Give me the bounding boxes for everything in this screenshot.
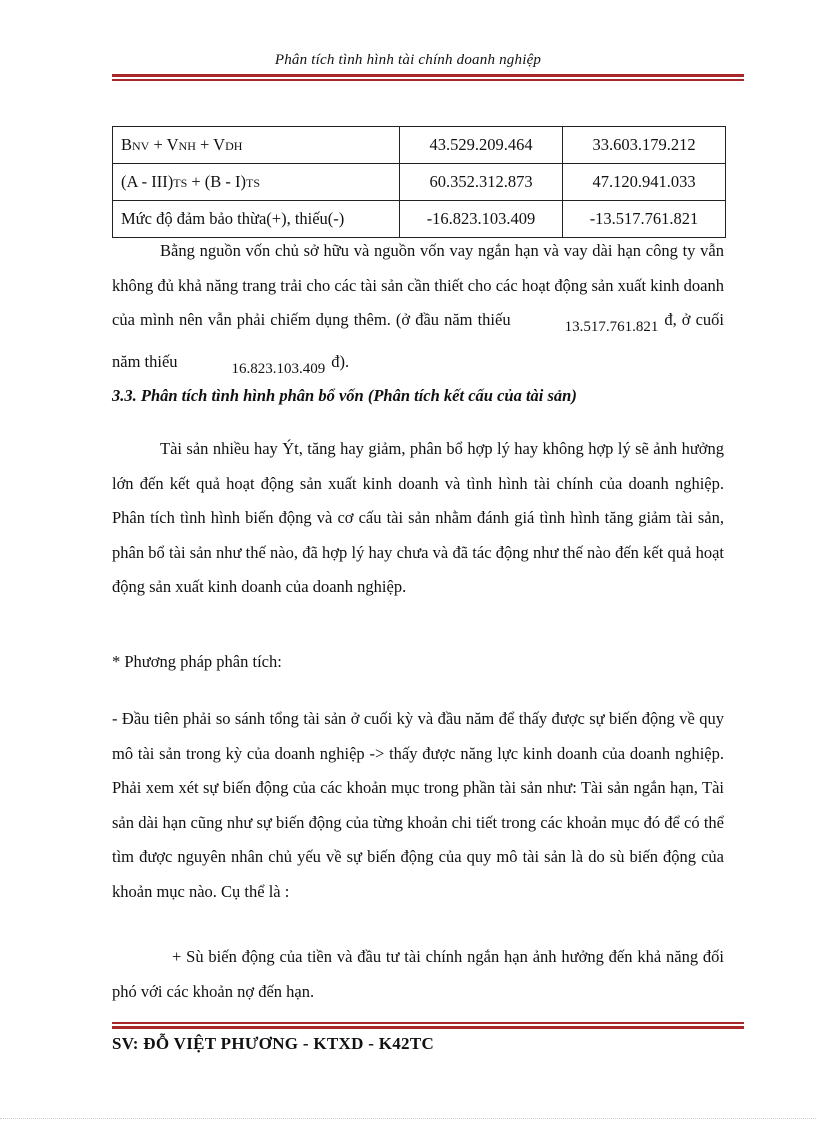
shortfall-end-year: 16.823.103.409	[231, 360, 326, 377]
table-row	[113, 164, 726, 201]
paragraph-funding-shortfall	[112, 234, 724, 386]
footer-rule	[112, 1022, 744, 1030]
section-heading: 3.3. Phân tích tình hình phân bổ vốn (Phân tích kết cấu của tài sản)	[112, 386, 577, 405]
start-year-value: -13.517.761.821	[563, 201, 726, 238]
para1-text-c: đ).	[331, 351, 350, 371]
para1-text-b: đ, ở cuối năm thiếu	[112, 310, 725, 371]
row-label: (A - III)TS + (B - I)TS	[113, 164, 400, 201]
table-row	[113, 127, 726, 164]
footer-student-info: SV: ĐỖ VIỆT PHƯƠNG - KTXD - K42TC	[112, 1034, 435, 1053]
header-rule	[112, 74, 744, 82]
end-year-value: -16.823.103.409	[400, 201, 563, 238]
start-year-value: 47.120.941.033	[563, 164, 726, 201]
page-edge-divider	[0, 1118, 816, 1119]
method-label: * Phương pháp phân tích:	[112, 652, 282, 671]
funding-table	[112, 126, 726, 238]
row-label: Mức độ đảm bảo thừa(+), thiếu(-)	[113, 201, 400, 238]
table-row	[113, 201, 726, 238]
shortfall-start-year: 13.517.761.821	[564, 319, 659, 335]
end-year-value: 43.529.209.464	[400, 127, 563, 164]
page-header-title: Phân tích tình hình tài chính doanh nghiệp	[274, 52, 542, 68]
paragraph-method-detail: - Đầu tiên phải so sánh tổng tài sản ở cuối kỳ và đầu năm để thấy được sự biến động về quy mô tài sản trong kỳ của doanh nghiệp -> thấy được năng lực kinh doanh của doanh nghiệp. Phải xem xét sự biến động của các khoản mục trong phần tài sản như: Tài sản ngắn hạn, Tài sản dài hạn cũng như sự biến động của từng khoản chi tiết trong các khoản mục đó để có thể tìm được nguyên nhân chủ yếu về sự biến động của quy mô tài sản là do sù biến động của khoản mục nào. Cụ thể là :	[112, 709, 724, 901]
row-label: BNV + VNH + VDH	[113, 127, 400, 164]
para1-text-a: Bằng nguồn vốn chủ sở hữu và nguồn vốn vay ngắn hạn và vay dài hạn công ty vẫn không đủ khả năng trang trải cho các tài sản cần thiết cho các hoạt động sản xuất kinh doanh của mình nên vẫn phải chiếm dụng thêm. (ở đầu năm thiếu	[112, 241, 724, 329]
end-year-value: 60.352.312.873	[400, 164, 563, 201]
paragraph-cash-impact: + Sù biến động của tiền và đầu tư tài chính ngắn hạn ảnh hưởng đến khả năng đối phó với các khoản nợ đến hạn.	[112, 947, 724, 1001]
paragraph-asset-analysis: Tài sản nhiều hay Ýt, tăng hay giảm, phân bổ hợp lý hay không hợp lý sẽ ảnh hưởng lớn đến kết quả hoạt động sản xuất kinh doanh và tình hình tài chính của doanh nghiệp. Phân tích tình hình biến động và cơ cấu tài sản nhằm đánh giá tình hình tăng giảm tài sản, phân bổ tài sản như thế nào, đã hợp lý hay chưa và đã tác động như thế nào đến kết quả hoạt động sản xuất kinh doanh của doanh nghiệp.	[112, 439, 724, 596]
start-year-value: 33.603.179.212	[563, 127, 726, 164]
